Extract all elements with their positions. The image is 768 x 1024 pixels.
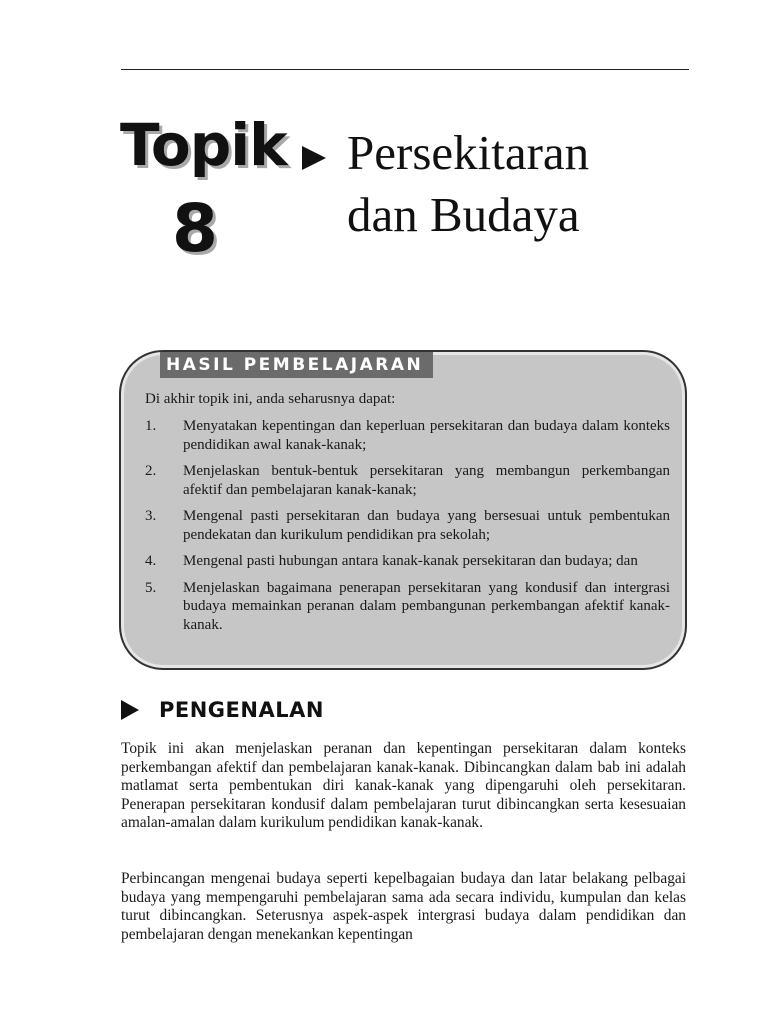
topic-word: Topik bbox=[120, 111, 287, 179]
outcome-text: Mengenal pasti persekitaran dan budaya yang bersesuai untuk pembentukan pendekatan dan kurikulum pendidikan pra sekolah; bbox=[183, 508, 670, 543]
outcome-item bbox=[145, 552, 670, 571]
learning-outcomes-label: HASIL PEMBELAJARAN bbox=[160, 352, 433, 378]
section-arrow-icon bbox=[121, 700, 139, 720]
outcome-item bbox=[145, 579, 670, 635]
intro-paragraph-1: Topik ini akan menjelaskan peranan dan kepentingan persekitaran dalam konteks perkembangan afektif dan pembelajaran kanak-kanak. Dibincangkan dalam bab ini adalah matlamat serta pembentukan diri kanak-kanak yang dipengaruhi oleh persekitaran. Penerapan persekitaran kondusif dalam pembelajaran turut dibincangkan serta kesesuaian amalan-amalan dalam kurikulum pendidikan kanak-kanak. bbox=[121, 740, 686, 832]
outcome-item bbox=[145, 417, 670, 454]
outcome-number: 3. bbox=[145, 508, 157, 524]
outcome-number: 4. bbox=[145, 553, 157, 569]
section-heading: PENGENALAN bbox=[159, 698, 324, 722]
outcome-text: Menjelaskan bagaimana penerapan persekitaran yang kondusif dan intergrasi budaya memainkan peranan dalam pembangunan perkembangan afektif kanak-kanak. bbox=[183, 579, 670, 633]
outcome-text: Mengenal pasti hubungan antara kanak-kanak persekitaran dan budaya; dan bbox=[183, 553, 638, 569]
title-arrow-icon bbox=[302, 146, 326, 170]
outcome-text: Menjelaskan bentuk-bentuk persekitaran yang membangun perkembangan afektif dan pembelajaran kanak-kanak; bbox=[183, 463, 670, 498]
topic-title-line1: Persekitaran bbox=[347, 125, 590, 180]
topic-number: 8 bbox=[172, 190, 218, 267]
learning-outcomes-intro: Di akhir topik ini, anda seharusnya dapat: bbox=[145, 391, 396, 407]
intro-paragraph-2: Perbincangan mengenai budaya seperti kepelbagaian budaya dan latar belakang pelbagai budaya yang mempengaruhi pembelajaran sama ada secara individu, kumpulan dan kelas turut dibincangkan. Seterusnya aspek-aspek intergrasi budaya dalam pendidikan dan pembelajaran dengan menekankan kepentingan bbox=[121, 870, 686, 943]
topic-title-line2: dan Budaya bbox=[347, 187, 580, 242]
outcome-text: Menyatakan kepentingan dan keperluan persekitaran dan budaya dalam konteks pendidikan awal kanak-kanak; bbox=[183, 418, 670, 453]
learning-outcomes-list bbox=[145, 417, 670, 642]
outcome-number: 1. bbox=[145, 418, 157, 434]
outcome-number: 2. bbox=[145, 463, 157, 479]
outcome-item bbox=[145, 462, 670, 499]
header-rule bbox=[121, 69, 689, 70]
outcome-item bbox=[145, 507, 670, 544]
outcome-number: 5. bbox=[145, 579, 157, 596]
